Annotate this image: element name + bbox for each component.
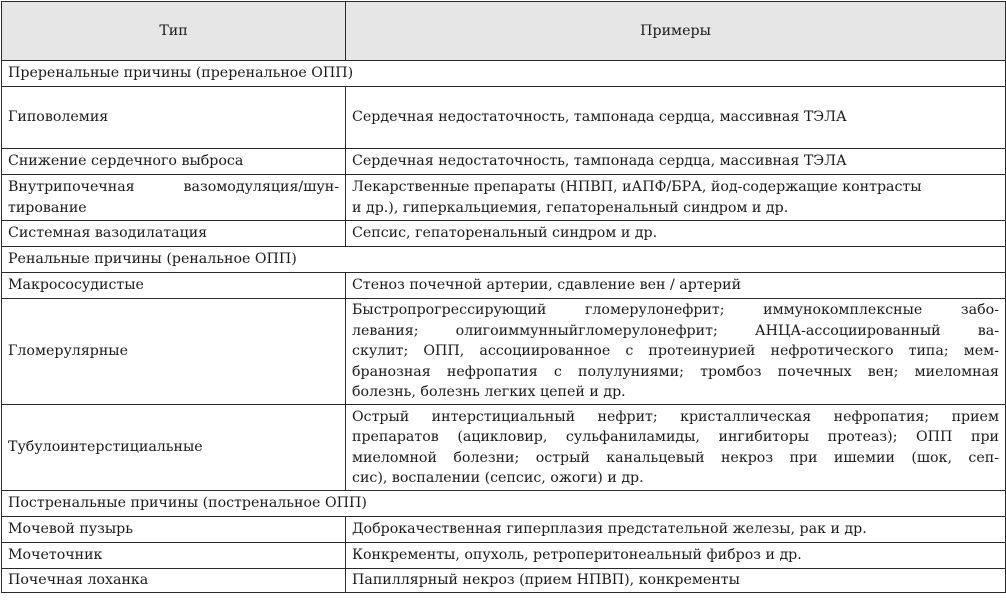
examples-cell: Конкременты, опухоль, ретроперитонеальный фиброз и др.	[346, 543, 1006, 569]
table-row	[2, 221, 1006, 247]
examples-line: Лекарственные препараты (НПВП, иАПФ/БРА, йод-содержащие контрасты	[352, 179, 922, 195]
examples-cell: Папиллярный некроз (прием НПВП), конкременты	[346, 569, 1006, 593]
table-row	[2, 273, 1006, 299]
table-row	[2, 299, 1006, 405]
section-prerenal: Преренальные причины (преренальное ОПП)	[2, 61, 1006, 87]
section-row	[2, 491, 1006, 517]
section-postrenal: Постренальные причины (постренальное ОПП)	[2, 491, 1006, 517]
table-header-row	[2, 2, 1006, 61]
examples-line: и др.), гиперкальциемия, гепаторенальный синдром и др.	[352, 199, 789, 216]
type-cell: Системная вазодилатация	[2, 221, 346, 247]
examples-cell	[346, 299, 1006, 405]
header-examples: Примеры	[346, 2, 1006, 61]
examples-line: левания; олигоиммунныйгломерулонефрит; АНЦА-ассоциированный ва-	[352, 322, 999, 339]
table-row	[2, 543, 1006, 569]
examples-cell: Стеноз почечной артерии, сдавление вен / артерий	[346, 273, 1006, 299]
type-cell: Гиповолемия	[2, 87, 346, 149]
table-row	[2, 569, 1006, 593]
table-row	[2, 149, 1006, 175]
examples-line: Быстропрогрессирующий гломерулонефрит; иммунокомплексные забо-	[352, 302, 999, 319]
aki-causes-table	[1, 1, 1006, 593]
section-row	[2, 61, 1006, 87]
table-row	[2, 405, 1006, 491]
table-row	[2, 175, 1006, 221]
examples-cell: Сердечная недостаточность, тампонада сердца, массивная ТЭЛА	[346, 149, 1006, 175]
type-line: тирование	[8, 199, 87, 216]
examples-cell: Доброкачественная гиперплазия предстательной железы, рак и др.	[346, 517, 1006, 543]
examples-cell	[346, 405, 1006, 491]
examples-line: миеломной болезни; острый канальцевый некроз при ишемии (шок, сеп-	[352, 449, 999, 466]
type-cell: Мочеточник	[2, 543, 346, 569]
examples-line: бранозная нефропатия с полулуниями; тромбоз почечных вен; миеломная	[352, 363, 999, 380]
type-cell: Макрососудистые	[2, 273, 346, 299]
section-renal: Ренальные причины (ренальное ОПП)	[2, 247, 1006, 273]
document-page	[1, 1, 1005, 610]
examples-cell: Сепсис, гепаторенальный синдром и др.	[346, 221, 1006, 247]
type-cell: Мочевой пузырь	[2, 517, 346, 543]
type-line: Внутрипочечная вазомодуляция/шун-	[8, 179, 339, 195]
type-cell: Почечная лоханка	[2, 569, 346, 593]
examples-cell: Сердечная недостаточность, тампонада сердца, массивная ТЭЛА	[346, 87, 1006, 149]
header-type: Тип	[2, 2, 346, 61]
examples-line: сис), воспалении (сепсис, ожоги) и др.	[352, 470, 644, 486]
table-row	[2, 517, 1006, 543]
table-row	[2, 87, 1006, 149]
type-cell: Снижение сердечного выброса	[2, 149, 346, 175]
type-cell: Тубулоинтерстициальные	[2, 405, 346, 491]
examples-line: болезнь, болезнь легких цепей и др.	[352, 384, 626, 401]
section-row	[2, 247, 1006, 273]
examples-line: препаратов (ацикловир, сульфаниламиды, ингибиторы протеаз); ОПП при	[352, 429, 999, 445]
examples-line: Острый интерстициальный нефрит; кристаллическая нефропатия; прием	[352, 408, 999, 425]
type-cell: Гломерулярные	[2, 299, 346, 405]
type-cell	[2, 175, 346, 221]
examples-cell	[346, 175, 1006, 221]
examples-line: скулит; ОПП, ассоциированное с протеинурией нефротического типа; мем-	[352, 343, 999, 360]
